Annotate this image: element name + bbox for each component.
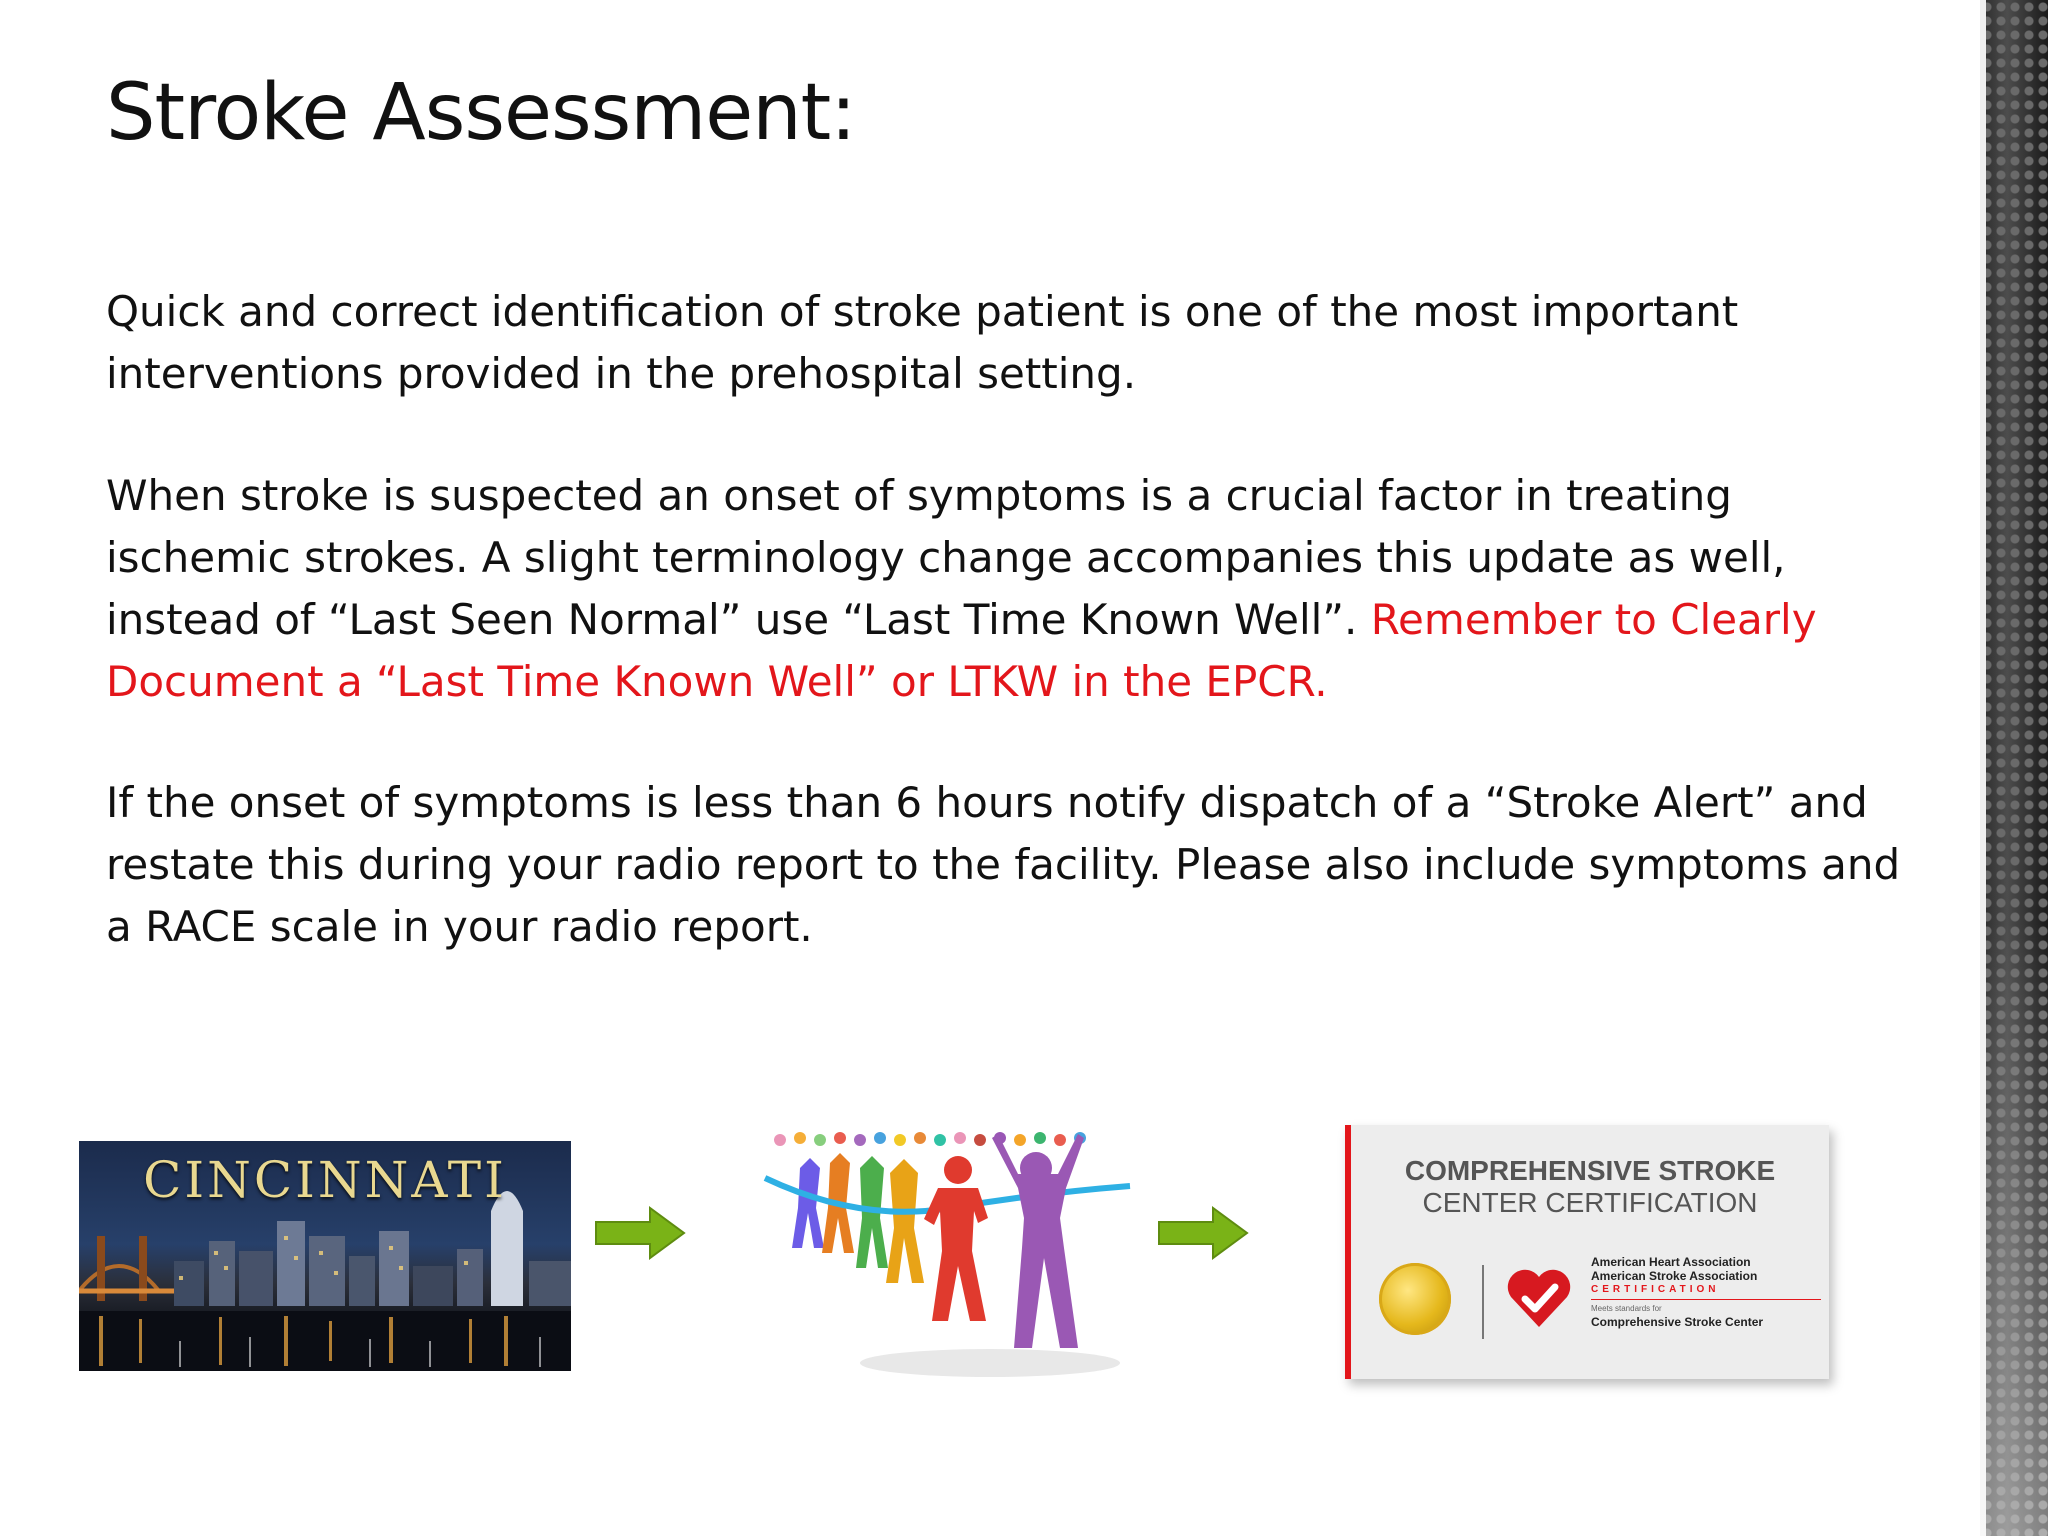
gold-seal-icon xyxy=(1379,1263,1451,1335)
arrow-right-icon xyxy=(594,1206,686,1260)
ltkw-reminder: Remember to Clearly Document a “Last Time Known Well” or LTKW in the EPCR. xyxy=(106,595,1817,706)
aha-name: American Heart Association xyxy=(1591,1255,1751,1269)
paragraph-onset xyxy=(106,465,1906,713)
aha-meets-standards: Meets standards for xyxy=(1591,1304,1662,1313)
aha-certification-label: CERTIFICATION xyxy=(1591,1283,1821,1300)
paragraph-onset-text: When stroke is suspected an onset of symptoms is a crucial factor in treating ischemic strokes. A slight terminology change accompanies this update as well, instead of “Last Seen Normal” use “Last Time Known Well”. xyxy=(106,471,1786,644)
heart-check-icon xyxy=(1503,1263,1575,1335)
paragraph-identification: Quick and correct identification of stroke patient is one of the most important interventions provided in the prehospital setting. xyxy=(106,287,1739,398)
cert-title: COMPREHENSIVE STROKE xyxy=(1404,1155,1776,1186)
aha-logo-text xyxy=(1591,1255,1821,1330)
stroke-center-certification-image xyxy=(1345,1125,1829,1379)
city-label: CINCINNATI xyxy=(143,1151,507,1209)
slide-title: Stroke Assessment: xyxy=(106,68,856,158)
cincinnati-skyline-image xyxy=(79,1141,571,1371)
divider xyxy=(1482,1265,1484,1339)
cert-subtitle: CENTER CERTIFICATION xyxy=(1422,1187,1758,1218)
asa-name: American Stroke Association xyxy=(1591,1269,1758,1283)
paragraph-stroke-alert: If the onset of symptoms is less than 6 hours notify dispatch of a “Stroke Alert” and restate this during your radio report to the facility. Please also include symptoms and a RACE scale in your radio report. xyxy=(106,778,1901,951)
aha-center-type: Comprehensive Stroke Center xyxy=(1591,1315,1764,1329)
arrow-right-icon xyxy=(1157,1206,1249,1260)
decorative-side-band xyxy=(1980,0,2048,1536)
runners-finish-line-image xyxy=(760,1128,1140,1388)
